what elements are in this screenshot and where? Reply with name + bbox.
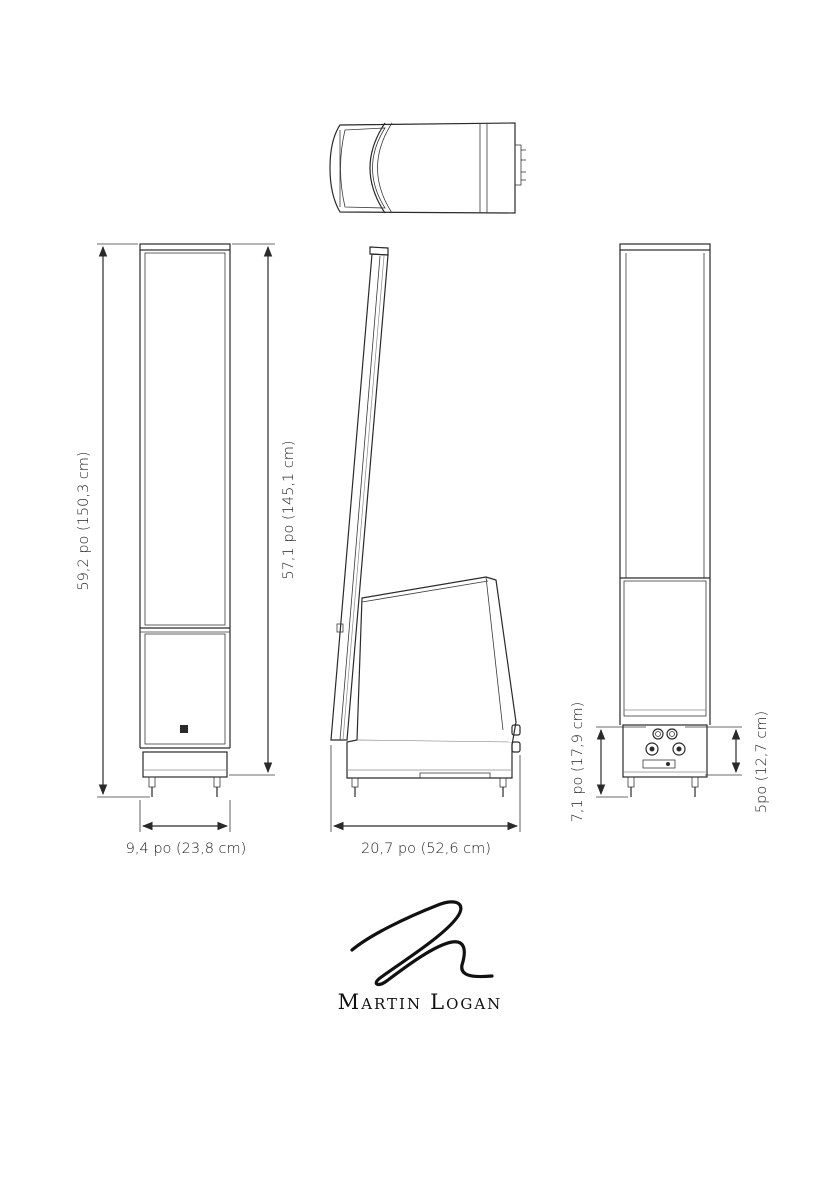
logo-swoosh-icon (352, 902, 492, 985)
top-view (330, 123, 526, 213)
total-height-label: 59,2 po (150,3 cm) (76, 451, 92, 591)
width-label: 9,4 po (23,8 cm) (125, 841, 247, 857)
total-height-dimension (97, 244, 150, 797)
panel-height-label: 57,1 po (145,1 cm) (281, 440, 297, 580)
width-dimension (140, 800, 230, 832)
terminal-height-label: 7,1 po (17,9 cm) (570, 701, 586, 823)
terminal-spacing-dimension (685, 727, 742, 775)
martin-logan-logo (338, 902, 503, 1014)
front-view (140, 244, 230, 797)
rear-view (620, 244, 710, 797)
depth-label: 20,7 po (52,6 cm) (361, 841, 491, 857)
terminal-height-dimension (596, 727, 646, 797)
side-view (331, 247, 520, 797)
led-indicator-icon (180, 725, 188, 733)
binding-post-icon (646, 729, 685, 755)
depth-dimension (331, 745, 520, 832)
terminal-spacing-label: 5po (12,7 cm) (754, 710, 770, 814)
panel-height-dimension (229, 244, 275, 775)
brand-wordmark: MARTIN LOGAN (337, 990, 503, 1014)
